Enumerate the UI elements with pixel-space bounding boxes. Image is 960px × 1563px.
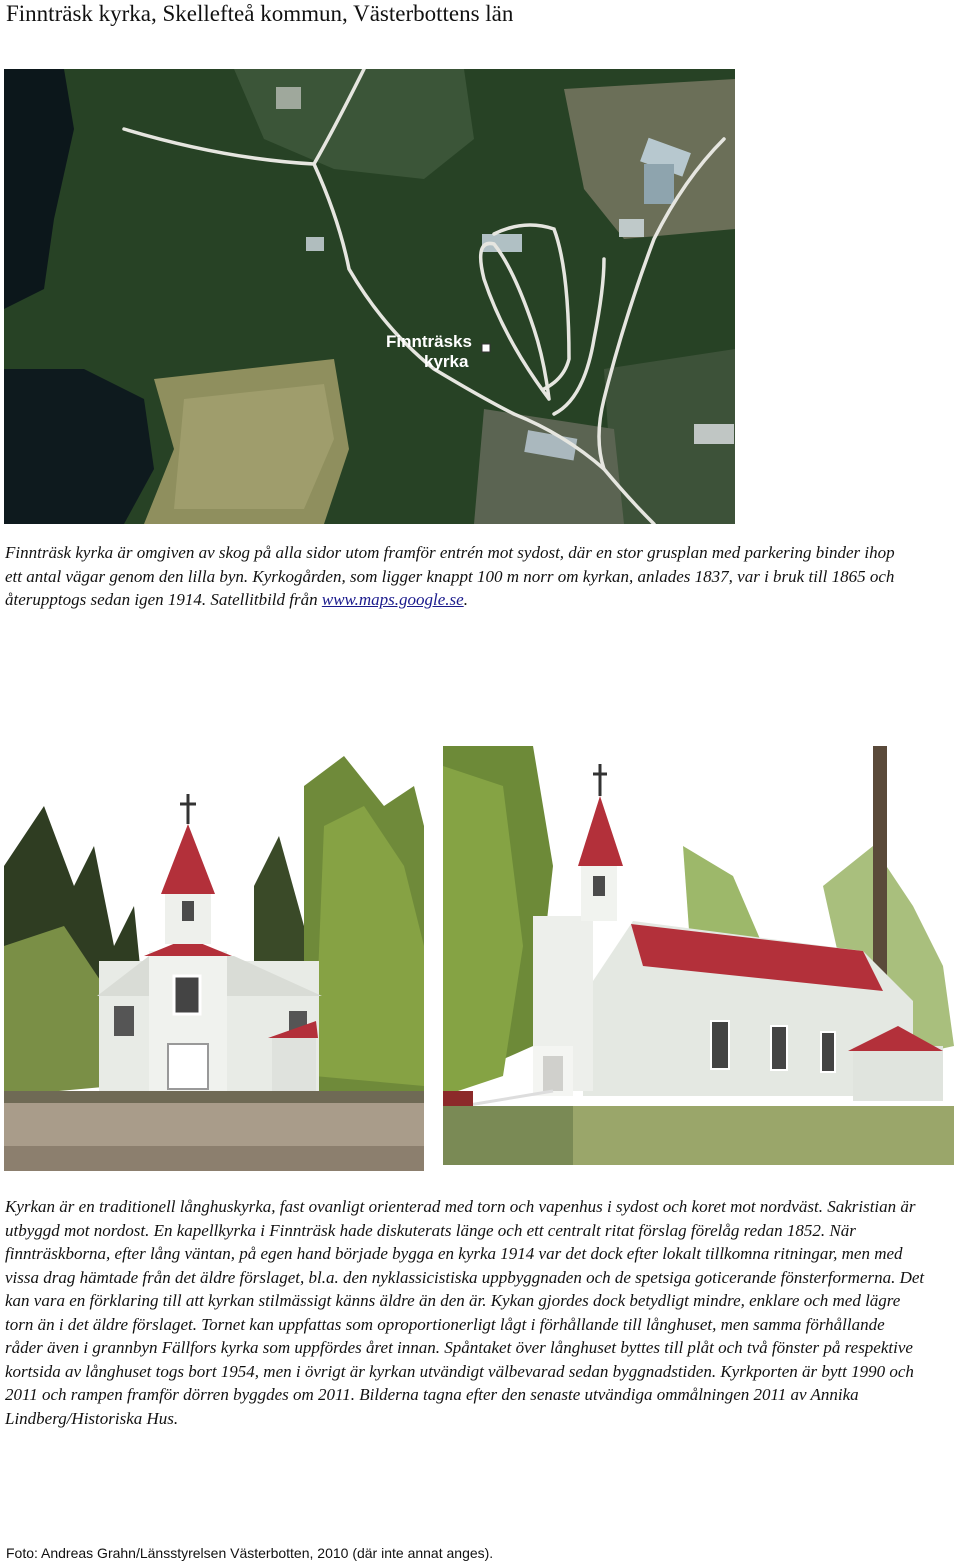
church-front-photo [4, 746, 424, 1171]
photo-credit: Foto: Andreas Grahn/Länsstyrelsen Västerbotten, 2010 (där inte annat anges). [6, 1545, 494, 1561]
church-side-photo [443, 746, 954, 1165]
maps-link[interactable]: www.maps.google.se [321, 590, 464, 609]
map-caption-text: Finnträsk kyrka är omgiven av skog på alla sidor utom framför entrén mot sydost, där en stor grusplan med parkering binder ihop ett antal vägar genom den lilla byn. Kyrkogården, som ligger knappt 100 m norr om kyrkan, anlades 1837, var i bruk till 1865 och återupptogs sedan igen 1914. Satellitbild från [5, 543, 895, 609]
map-label-line2: kyrka [424, 352, 469, 371]
map-caption [5, 541, 905, 612]
satellite-map-image [4, 69, 735, 524]
church-description: Kyrkan är en traditionell långhuskyrka, fast ovanligt orienterad med torn och vapenhus i sydost och koret mot nordväst. Sakristian är utbyggd mot nordost. En kapellkyrka i Finnträsk hade diskuterats länge och ett centralt ritat förslag förelåg redan 1852. När finnträskborna, efter lång väntan, på egen hand började bygga en kyrka 1914 var det dock efter lokalt tillkomna ritningar, men med vissa drag hämtade från det äldre förslaget, bl.a. den nyklassicistiska uppbyggnaden och de spetsiga goticerande fönsterformerna. Det kan vara en förklaring till att kyrkan stilmässigt känns äldre än den är. Kykan gjordes dock betydligt mindre, enklare och med lägre torn än i det äldre förslaget. Tornet kan uppfattas som oproportionerligt lågt i förhållande till långhuset, men samma förhållande råder även i grannbyn Fällfors kyrka som uppfördes året innan. Spåntaket över långhuset byttes till plåt och två fönster på respektive kortsida av långhuset togs bort 1954, men i övrigt är kyrkan utvändigt välbevarad sedan byggnadstiden. Kyrkporten är bytt 1990 och 2011 och rampen framför dörren byggdes om 2011. Bilderna tagna efter den senaste utvändiga ommålningen 2011 av Annika Lindberg/Historiska Hus. [5, 1197, 925, 1428]
map-label-line1: Finnträsks [386, 332, 472, 351]
page-title: Finnträsk kyrka, Skellefteå kommun, Västerbottens län [6, 1, 514, 26]
map-caption-period: . [463, 590, 468, 609]
